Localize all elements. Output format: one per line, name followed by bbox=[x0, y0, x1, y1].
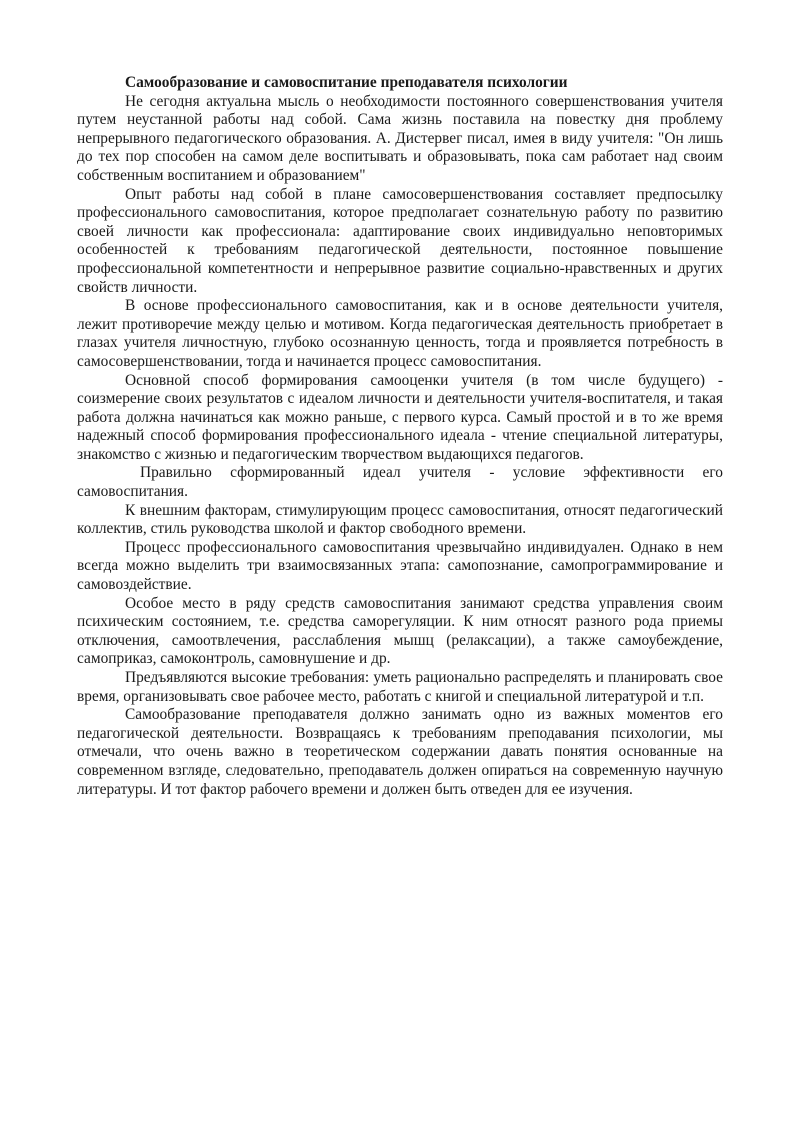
paragraph-7: Процесс профессионального самовоспитания чрезвычайно индивидуален. Однако в нем всегда можно выделить три взаимосвязанных этапа: самопознание, самопрограммирование и самовоздействие. bbox=[77, 538, 723, 594]
document-page bbox=[77, 74, 723, 799]
paragraph-1: Не сегодня актуальна мысль о необходимости постоянного совершенствования учителя путем неустанной работы над собой. Сама жизнь поставила на повестку дня проблему непрерывного педагогического образования. А. Дистервег писал, имея в виду учителя: "Он лишь до тех пор способен на самом деле воспитывать и образовывать, пока сам работает над своим собственным воспитанием и образованием" bbox=[77, 92, 723, 184]
document-title: Самообразование и самовоспитание преподавателя психологии bbox=[125, 74, 568, 91]
paragraph-5: Правильно сформированный идеал учителя - условие эффективности его самовоспитания. bbox=[77, 464, 723, 501]
paragraph-10: Самообразование преподавателя должно занимать одно из важных моментов его педагогической деятельности. Возвращаясь к требованиям преподавания психологии, мы отмечали, что очень важно в теоретическом содержании давать понятия основанные на современном взгляде, следовательно, преподаватель должен опираться на современную научную литературы. И тот фактор рабочего времени и должен быть отведен для ее изучения. bbox=[77, 706, 723, 798]
paragraph-8: Особое место в ряду средств самовоспитания занимают средства управления своим психическим состоянием, т.е. средства саморегуляции. К ним относят разного рода приемы отключения, самоотвлечения, расслабления мышц (релаксации), а также самоубеждение, самоприказ, самоконтроль, самовнушение и др. bbox=[77, 594, 723, 668]
paragraph-2: Опыт работы над собой в плане самосовершенствования составляет предпосылку профессионального самовоспитания, которое предполагает сознательную работу по развитию своей личности как профессионала: адаптирование своих индивидуально неповторимых особенностей к требованиям педагогической деятельности, постоянное повышение профессиональной компетентности и непрерывное развитие социально-нравственных и других свойств личности. bbox=[77, 185, 723, 296]
paragraph-3: В основе профессионального самовоспитания, как и в основе деятельности учителя, лежит противоречие между целью и мотивом. Когда педагогическая деятельность приобретает в глазах учителя личностную, глубоко осознанную ценность, тогда и проявляется потребность в самосовершенствовании, тогда и начинается процесс самовоспитания. bbox=[77, 297, 723, 370]
paragraph-9: Предъявляются высокие требования: уметь рационально распределять и планировать свое время, организовывать свое рабочее место, работать с книгой и специальной литературой и т.п. bbox=[77, 669, 723, 705]
paragraph-6: К внешним факторам, стимулирующим процесс самовоспитания, относят педагогический коллектив, стиль руководства школой и фактор свободного времени. bbox=[77, 501, 723, 538]
paragraph-4: Основной способ формирования самооценки учителя (в том числе будущего) - соизмерение своих результатов с идеалом личности и деятельности учителя-воспитателя, и такая работа должна начинаться как можно раньше, с первого курса. Самый простой и в то же время надежный способ формирования профессионального идеала - чтение специальной литературы, знакомство с жизнью и педагогическим творчеством выдающихся педагогов. bbox=[77, 371, 723, 463]
